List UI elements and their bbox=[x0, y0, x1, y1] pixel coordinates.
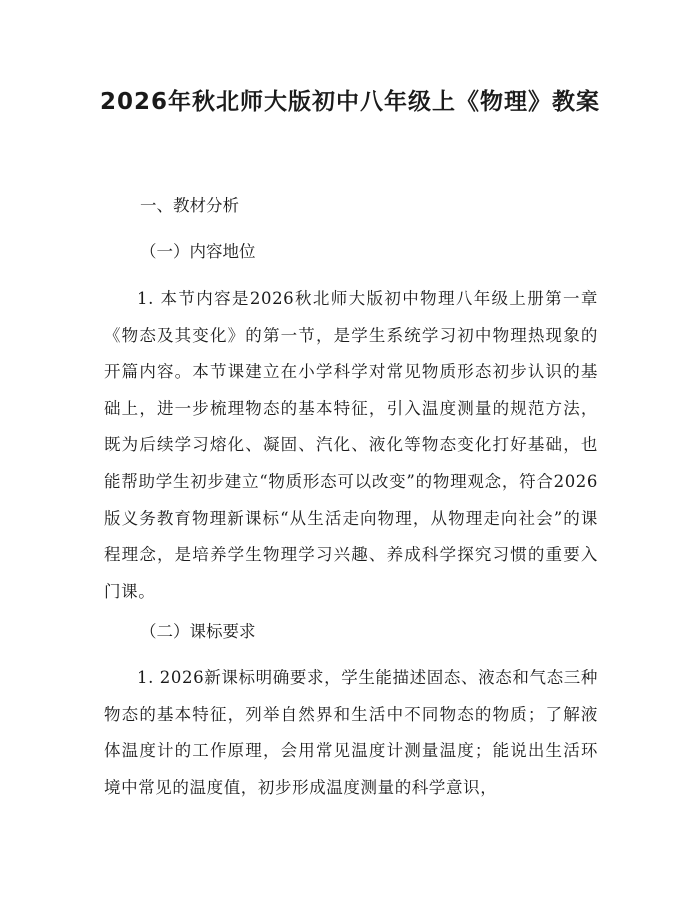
paragraph-curriculum-requirements: 1. 2026新课标明确要求，学生能描述固态、液态和气态三种物态的基本特征，列举自然界和生活中不同物态的物质；了解液体温度计的工作原理，会用常见温度计测量温度；能说出生活环境中常见的温度值，初步形成温度测量的科学意识， bbox=[104, 668, 598, 797]
subsection-heading-content-position: （一）内容地位 bbox=[140, 242, 256, 261]
subsection-heading-curriculum-requirements: （二）课标要求 bbox=[140, 622, 256, 641]
paragraph-content-position: 1. 本节内容是2026秋北师大版初中物理八年级上册第一章《物态及其变化》的第一节，是学生系统学习初中物理热现象的开篇内容。本节课建立在小学科学对常见物质形态初步认识的基础上，进一步梳理物态的基本特征，引入温度测量的规范方法，既为后续学习熔化、凝固、汽化、液化等物态变化打好基础，也能帮助学生初步建立“物质形态可以改变”的物理观念，符合2026版义务教育物理新课标“从生活走向物理，从物理走向社会”的课程理念，是培养学生物理学习兴趣、养成科学探究习惯的重要入门课。 bbox=[104, 289, 598, 601]
section-heading-textbook-analysis: 一、教材分析 bbox=[140, 196, 239, 215]
document-title: 2026年秋北师大版初中八年级上《物理》教案 bbox=[100, 89, 601, 115]
